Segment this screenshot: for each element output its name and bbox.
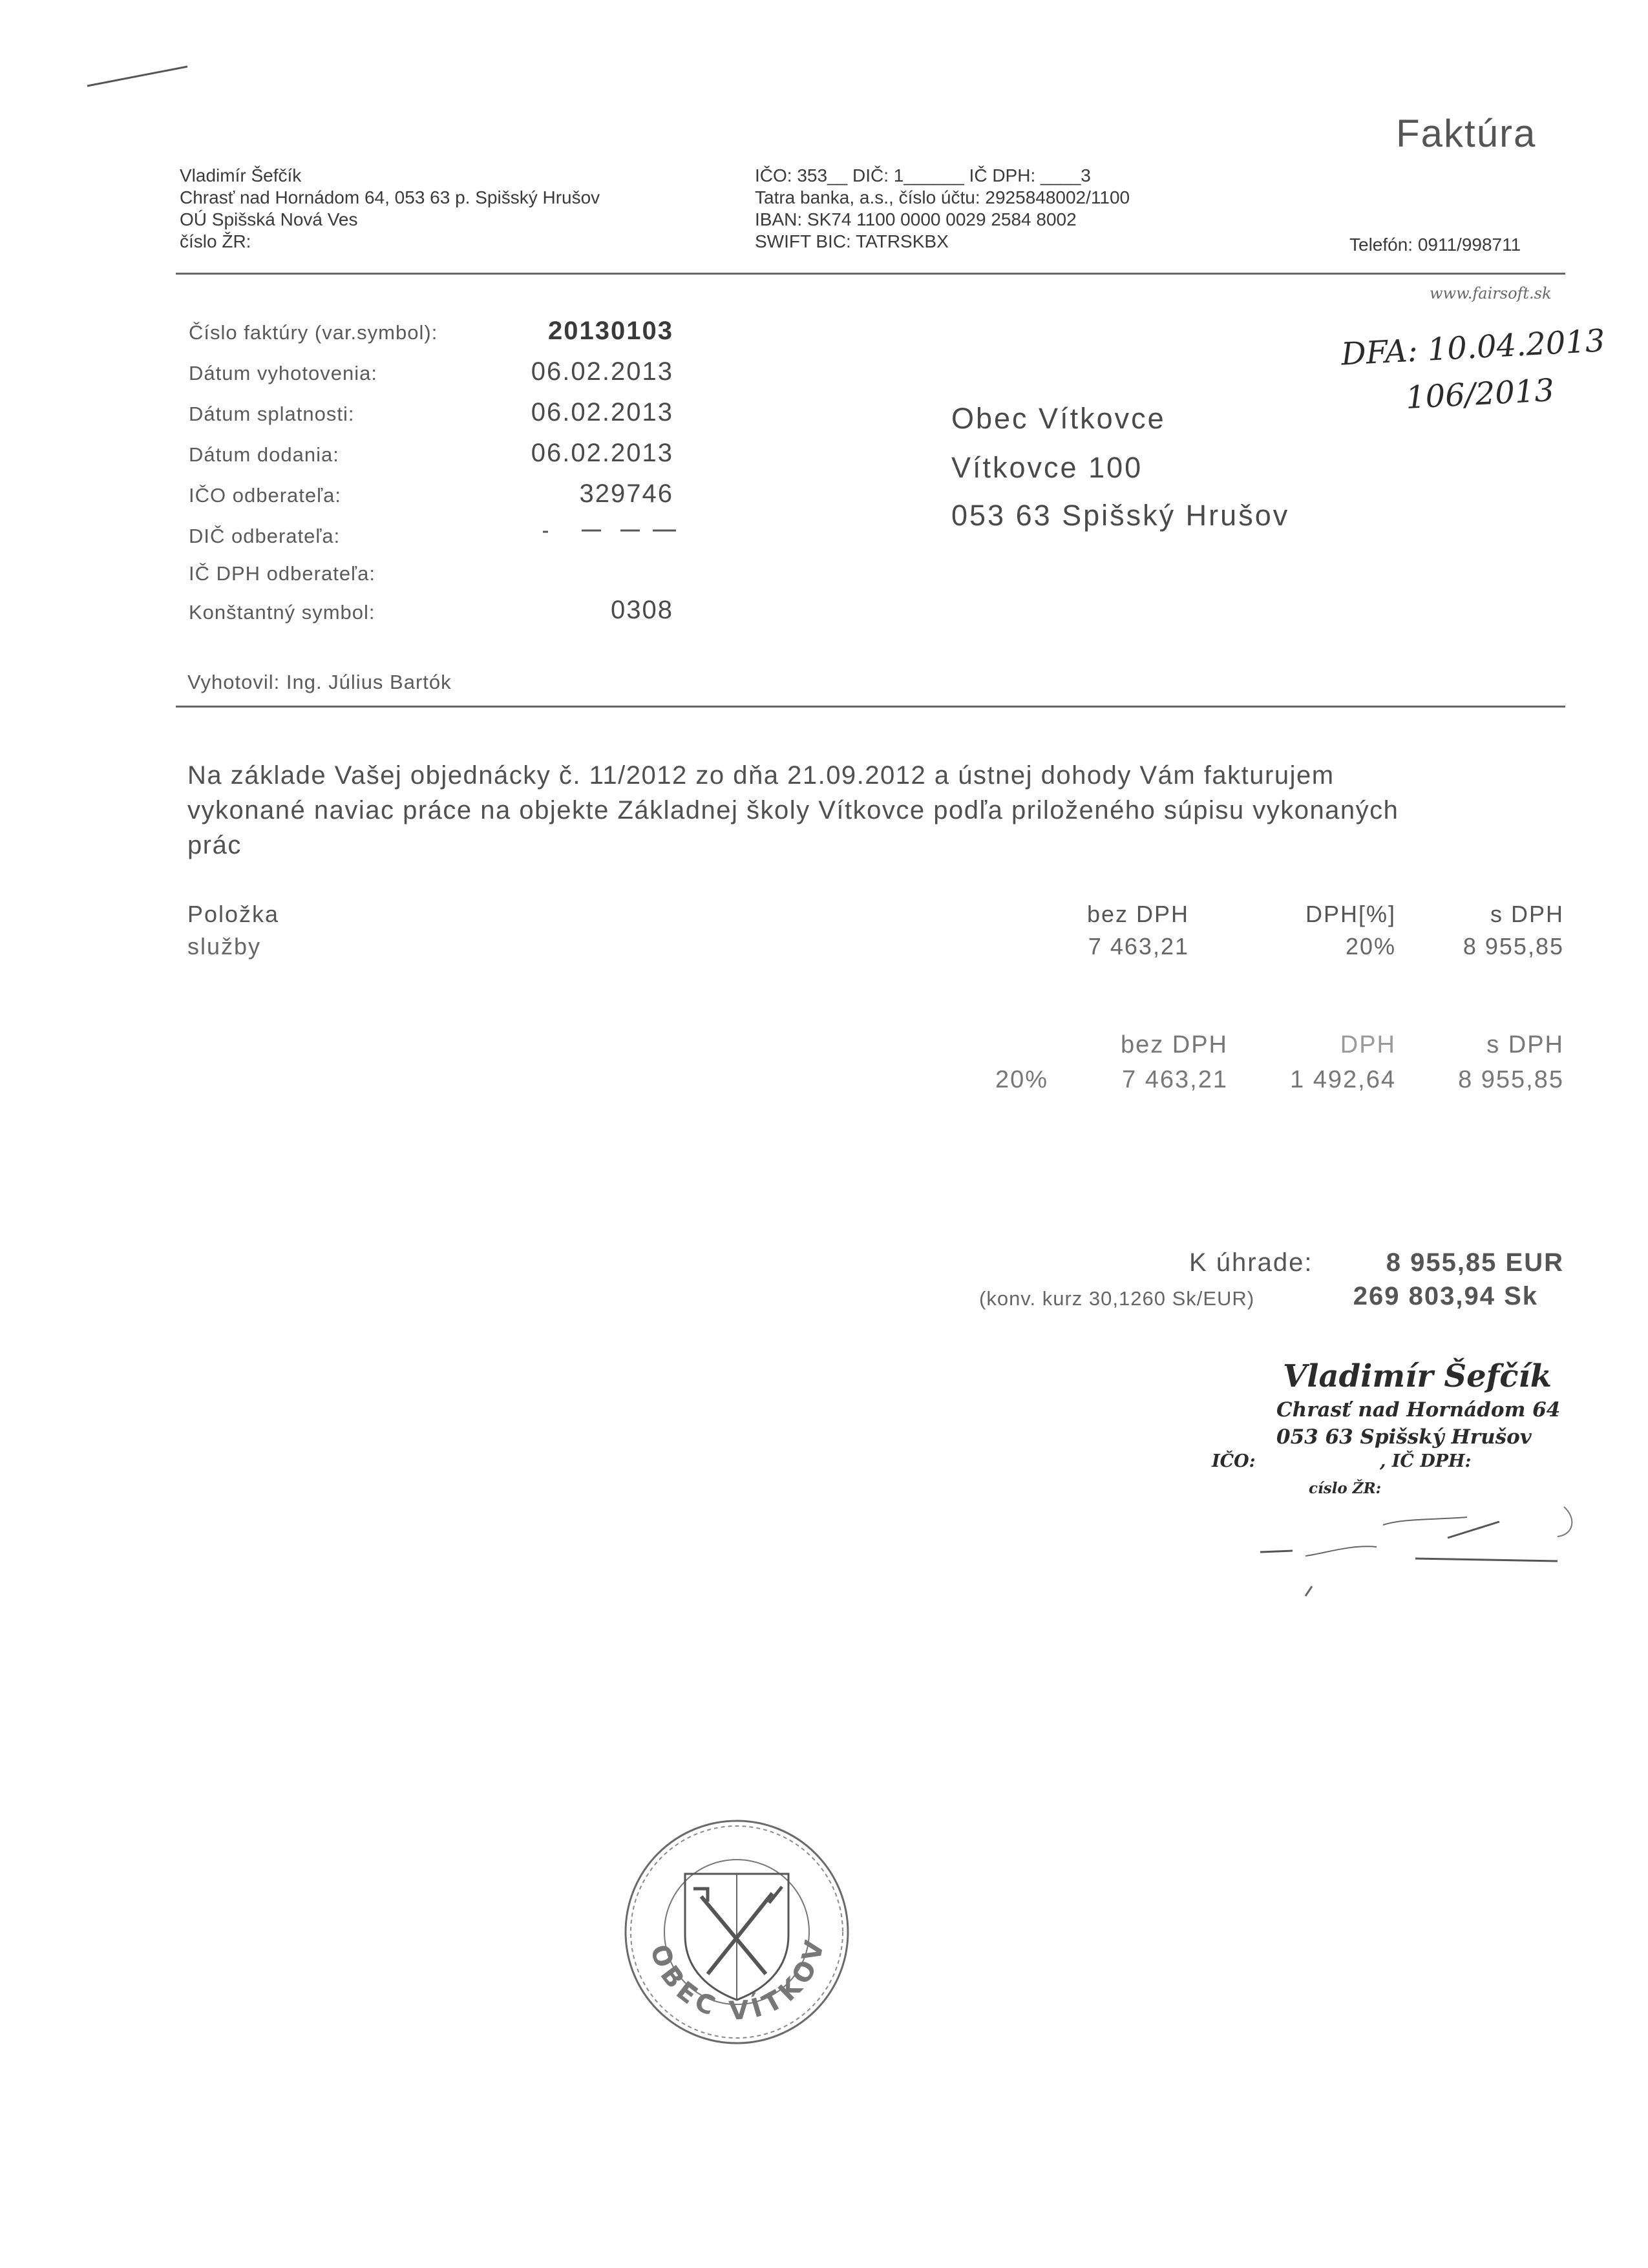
summary-rate: 20% [995,1066,1049,1093]
stamp-name: Vladimír Šefčík [1283,1358,1552,1394]
stamp-vat: , IČ DPH: [1380,1451,1472,1471]
stamp-zr: císlo ŽR: [1309,1480,1382,1497]
stamp-ico: IČO: [1212,1451,1256,1471]
items-col-net: bez DPH [1086,901,1189,927]
item-gross: 8 955,85 [1463,933,1564,960]
supplier-name: Vladimír Šefčík [180,165,302,185]
body-text-line1: Na základe Vašej objednácky č. 11/2012 zo dňa 21.09.2012 a ústnej dohody Vám fakturujem [187,761,1335,790]
swift: SWIFT BIC: TATRSKBX [755,231,949,251]
customer-name: Obec Vítkovce [951,402,1166,435]
body-text-line3: prác [187,831,242,859]
items-col-item: Položka [187,901,280,927]
header-divider [176,273,1565,275]
items-col-vat-pct: DPH[%] [1305,901,1396,927]
delivery-date-label: Dátum dodania: [189,443,339,466]
buyer-vat-label: IČ DPH odberateľa: [189,562,375,585]
items-col-gross: s DPH [1490,901,1564,927]
item-net: 7 463,21 [1088,933,1189,960]
issue-date: 06.02.2013 [531,357,673,386]
conversion-rate: (konv. kurz 30,1260 Sk/EUR) [979,1287,1255,1310]
handwritten-registration-date: DFA: 10.04.2013 [1340,322,1606,373]
amount-due-eur: 8 955,85 EUR [1386,1248,1564,1277]
supplier-office: OÚ Spišská Nová Ves [180,209,358,229]
summary-col-vat: DPH [1340,1031,1396,1058]
summary-col-gross: s DPH [1486,1031,1564,1058]
website: www.fairsoft.sk [1430,284,1552,302]
scan-mark [84,61,194,90]
iban: IBAN: SK74 1100 0000 0029 2584 8002 [755,209,1077,229]
seal-text: OBEC VÍTKOV [644,1933,831,2026]
due-date: 06.02.2013 [531,398,673,426]
customer-city: 053 63 Spišský Hrušov [951,499,1290,532]
invoice-number-label: Číslo faktúry (var.symbol): [189,321,438,344]
issued-by: Vyhotovil: Ing. Július Bartók [187,671,452,693]
document-title: Faktúra [1396,112,1537,155]
summary-net: 7 463,21 [1122,1066,1228,1093]
buyer-dic-label: DIČ odberateľa: [189,525,341,547]
constant-symbol-label: Konštantný symbol: [189,601,375,624]
buyer-ico: 329746 [579,479,673,508]
signature [1254,1499,1577,1602]
supplier-address: Chrasť nad Hornádom 64, 053 63 p. Spišský Hrušov [180,187,600,207]
bank-account: Tatra banka, a.s., číslo účtu: 2925848002/1100 [755,187,1130,207]
supplier-zr: číslo ŽR: [180,231,251,251]
amount-due-label: K úhrade: [1189,1248,1313,1277]
stamp-address2: 053 63 Spišský Hrušov [1276,1425,1532,1449]
due-date-label: Dátum splatnosti: [189,403,355,425]
constant-symbol: 0308 [611,596,673,624]
item-name: služby [187,933,262,960]
customer-street: Vítkovce 100 [951,451,1143,484]
municipal-seal [617,1812,856,2052]
redacted-dic-mark [543,527,679,534]
details-divider [176,706,1565,708]
supplier-ids: IČO: 353__ DIČ: 1______ IČ DPH: ____3 [755,165,1091,185]
summary-vat: 1 492,64 [1290,1066,1396,1093]
body-text-line2: vykonané naviac práce na objekte Základnej školy Vítkovce podľa priloženého súpisu vykonaných [187,796,1399,824]
delivery-date: 06.02.2013 [531,439,673,467]
invoice-number: 20130103 [548,317,673,345]
buyer-ico-label: IČO odberateľa: [189,484,341,507]
summary-col-net: bez DPH [1120,1031,1228,1058]
phone: Telefón: 0911/998711 [1349,235,1521,255]
item-vat-pct: 20% [1345,933,1396,960]
issue-date-label: Dátum vyhotovenia: [189,362,377,384]
summary-gross: 8 955,85 [1458,1066,1564,1093]
handwritten-registration-number: 106/2013 [1404,372,1556,416]
amount-due-sk: 269 803,94 Sk [1353,1282,1538,1310]
stamp-address1: Chrasť nad Hornádom 64 [1276,1398,1561,1422]
